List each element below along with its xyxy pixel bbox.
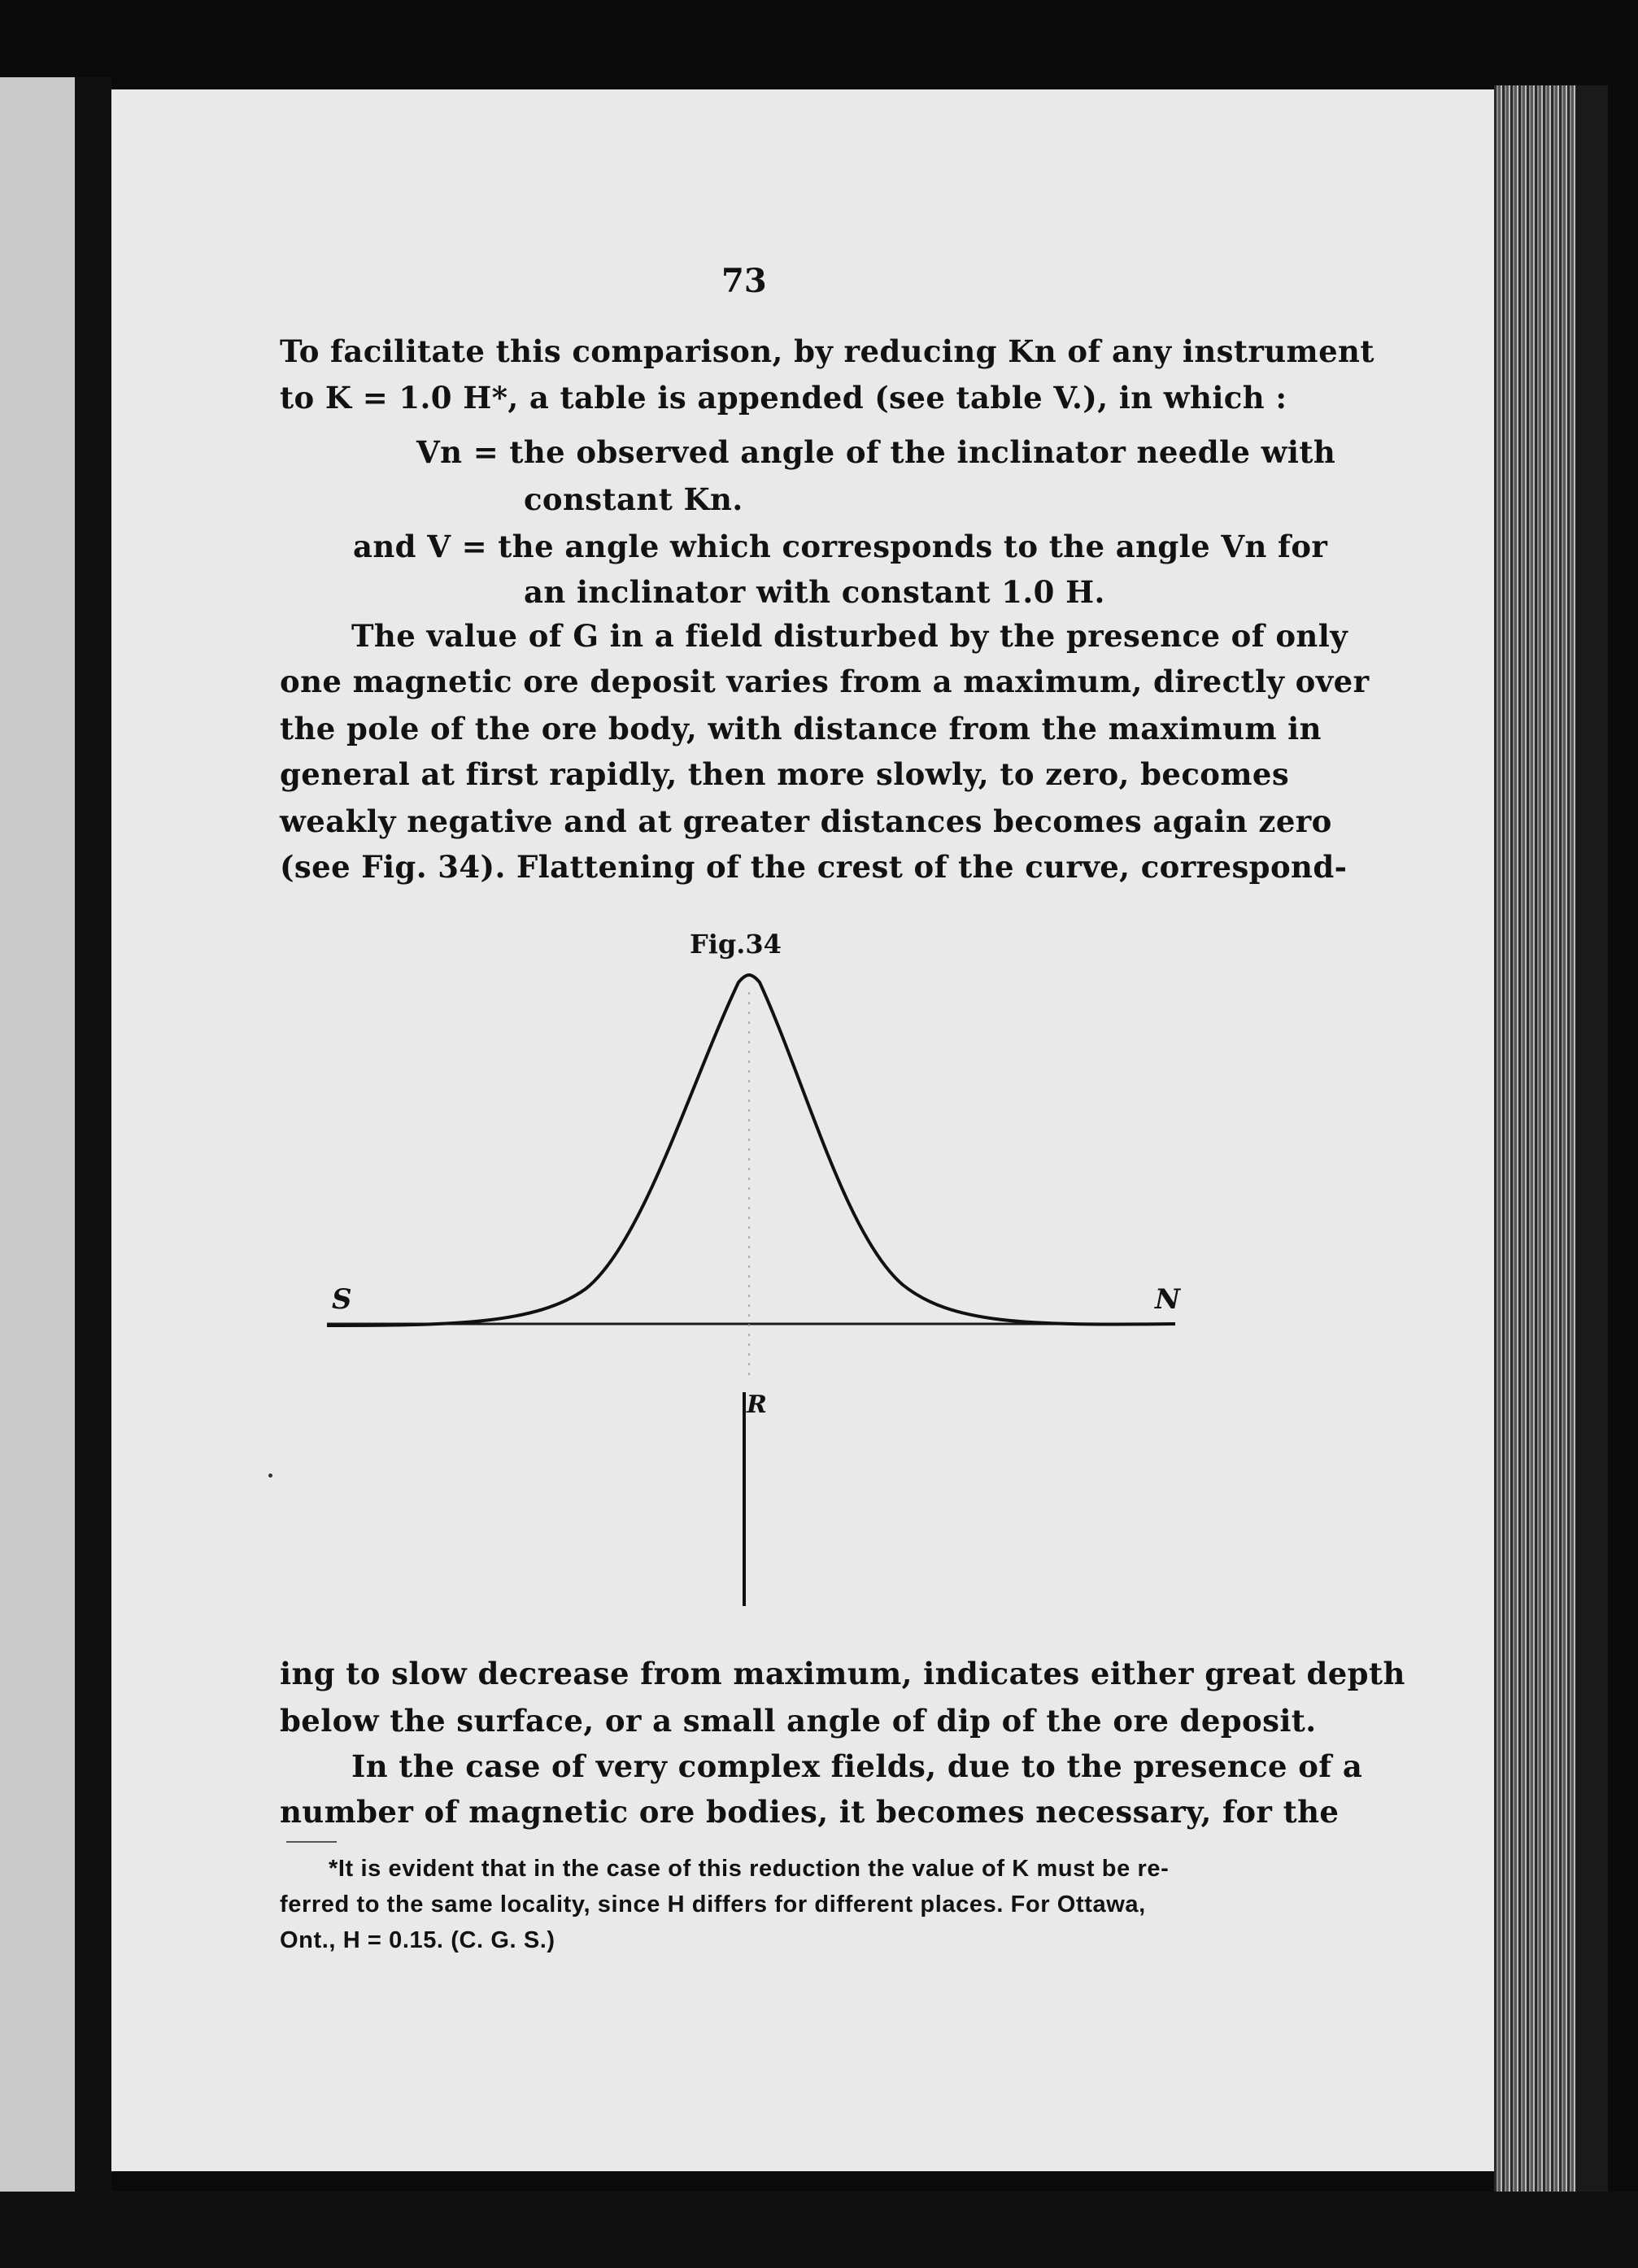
body-line-10: general at first rapidly, then more slowly, to zero, becomes xyxy=(280,756,1290,792)
body-line-1: To facilitate this comparison, by reducing Kn of any instrument xyxy=(280,333,1374,369)
body-line-13: ing to slow decrease from maximum, indicates either great depth xyxy=(280,1656,1405,1691)
scan-speck xyxy=(268,1474,272,1478)
body-line-9: the pole of the ore body, with distance from the maximum in xyxy=(280,711,1322,747)
body-line-5: and V = the angle which corresponds to the angle Vn for xyxy=(353,529,1328,564)
label-marker: R xyxy=(747,1391,767,1419)
body-line-11: weakly negative and at greater distances becomes again zero xyxy=(280,803,1332,839)
body-line-7: The value of G in a field disturbed by the presence of only xyxy=(351,618,1348,654)
label-south: S xyxy=(332,1283,352,1316)
body-line-14: below the surface, or a small angle of dip of the ore deposit. xyxy=(280,1703,1317,1739)
page-number: 73 xyxy=(721,262,767,300)
anomaly-curve xyxy=(327,975,1175,1326)
body-line-12: (see Fig. 34). Flattening of the crest of the curve, correspond- xyxy=(280,849,1348,885)
body-line-4: constant Kn. xyxy=(524,481,743,517)
footnote-line-1: *It is evident that in the case of this reduction the value of K must be re- xyxy=(329,1856,1170,1882)
body-line-16: number of magnetic ore bodies, it becomes necessary, for the xyxy=(280,1794,1340,1830)
body-line-8: one magnetic ore deposit varies from a maximum, directly over xyxy=(280,664,1370,699)
footnote-rule xyxy=(286,1841,337,1843)
body-line-15: In the case of very complex fields, due to the presence of a xyxy=(351,1748,1363,1784)
body-line-2: to K = 1.0 H*, a table is appended (see table V.), in which : xyxy=(280,380,1287,416)
figure-caption: Fig.34 xyxy=(690,929,782,960)
body-line-3: Vn = the observed angle of the inclinator needle with xyxy=(416,434,1336,470)
footnote-line-3: Ont., H = 0.15. (C. G. S.) xyxy=(280,1927,555,1953)
body-line-6: an inclinator with constant 1.0 H. xyxy=(524,574,1105,610)
footnote-line-2: ferred to the same locality, since H differs for different places. For Ottawa, xyxy=(280,1891,1146,1918)
label-north: N xyxy=(1155,1283,1181,1316)
